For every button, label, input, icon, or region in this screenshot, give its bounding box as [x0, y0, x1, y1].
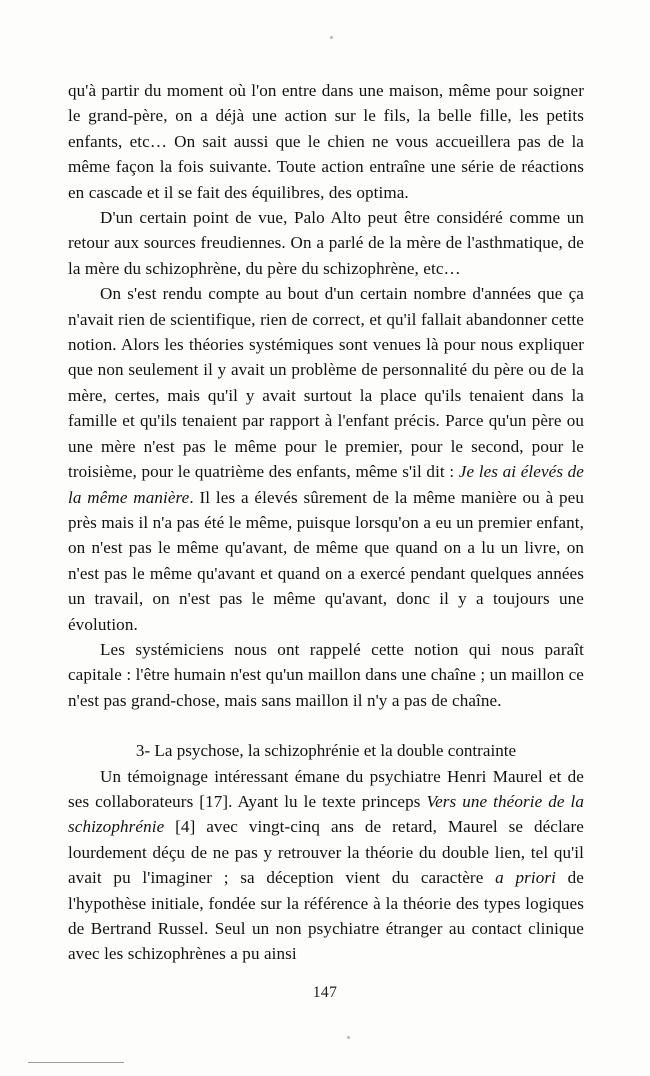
text-run: On s'est rendu compte au bout d'un certain nombre d'années que ça n'avait rien de scientifique, rien de correct, et qu'il fallait abandonner cette notion. Alors les théories systémiques sont venues là pour nous expliquer que non seulement il y avait un problème de personnalité du père ou de la mère, certes, mais qu'il y avait surtout la place qu'ils tenaient dans la famille et qu'ils tenaient par rapport à l'enfant précis. Parce qu'un père ou une mère n'est pas le même pour le premier, pour le second, pour le troisième, pour le quatrième des enfants, même s'il dit :: [68, 284, 584, 482]
text-run: D'un certain point de vue, Palo Alto peut être considéré comme un retour aux sources freudiennes. On a parlé de la mère de l'asthmatique, de la mère du schizophrène, du père du schizophrène, etc…: [68, 208, 584, 278]
text-run: de l'hypothèse initiale, fondée sur la référence à la théorie des types logiques de Bertrand Russel. Seul un non psychiatre étranger au contact clinique avec les schizophrènes a pu ainsi: [68, 868, 584, 964]
text-run: qu'à partir du moment où l'on entre dans une maison, même pour soigner le grand-père, on a déjà une action sur le fils, la belle fille, les petits enfants, etc… On sait aussi que le chien ne vous accueillera pas de la même façon la fois suivante. Toute action entraîne une série de réactions en cascade et il se fait des équilibres, des optima.: [68, 81, 584, 202]
page-number: 147: [312, 984, 338, 1001]
italic-run: Je les ai élevés de la même manière: [68, 462, 584, 507]
text-run: . Il les a élevés sûrement de la même manière ou à peu près mais il n'a pas été le même, puisque lorsqu'on a eu un premier enfant, on n'est pas le même qu'avant, de même que quand on a lu un livre, on n'est pas le même qu'avant et quand on a exercé pendant quelques années un travail, on n'est pas le même qu'avant, donc il y a toujours une évolution.: [68, 487, 585, 634]
text-run: Un témoignage intéressant émane du psychiatre Henri Maurel et de ses collaborateurs [17]. Ayant lu le texte princeps: [68, 766, 584, 811]
italic-run: Vers une théorie de la schizophrénie: [68, 791, 584, 837]
scan-speck: [330, 36, 333, 39]
italic-run: a priori: [495, 868, 556, 888]
scan-speck: [347, 1036, 350, 1039]
page-edge-rule: [28, 1062, 124, 1063]
paragraph-4: [68, 637, 584, 713]
text-run: Les systémiciens nous ont rappelé cette notion qui nous paraît capitale : l'être humain n'est qu'un maillon dans une chaîne ; un maillon ce n'est pas grand-chose, mais sans maillon il n'y a pas de chaîne.: [68, 639, 584, 710]
paragraph-2: [68, 205, 584, 281]
text-run: [4] avec vingt-cinq ans de retard, Maurel se déclare lourdement déçu de ne pas y retrouver la théorie du double lien, tel qu'il avait pu l'imaginer ; sa déception vient du caractère: [68, 817, 584, 888]
paragraph-5: [68, 764, 584, 967]
text-column: [68, 78, 584, 967]
paragraph-1: [68, 78, 584, 205]
paragraph-3: [68, 281, 584, 637]
section-heading: 3- La psychose, la schizophrénie et la double contrainte: [135, 741, 517, 761]
